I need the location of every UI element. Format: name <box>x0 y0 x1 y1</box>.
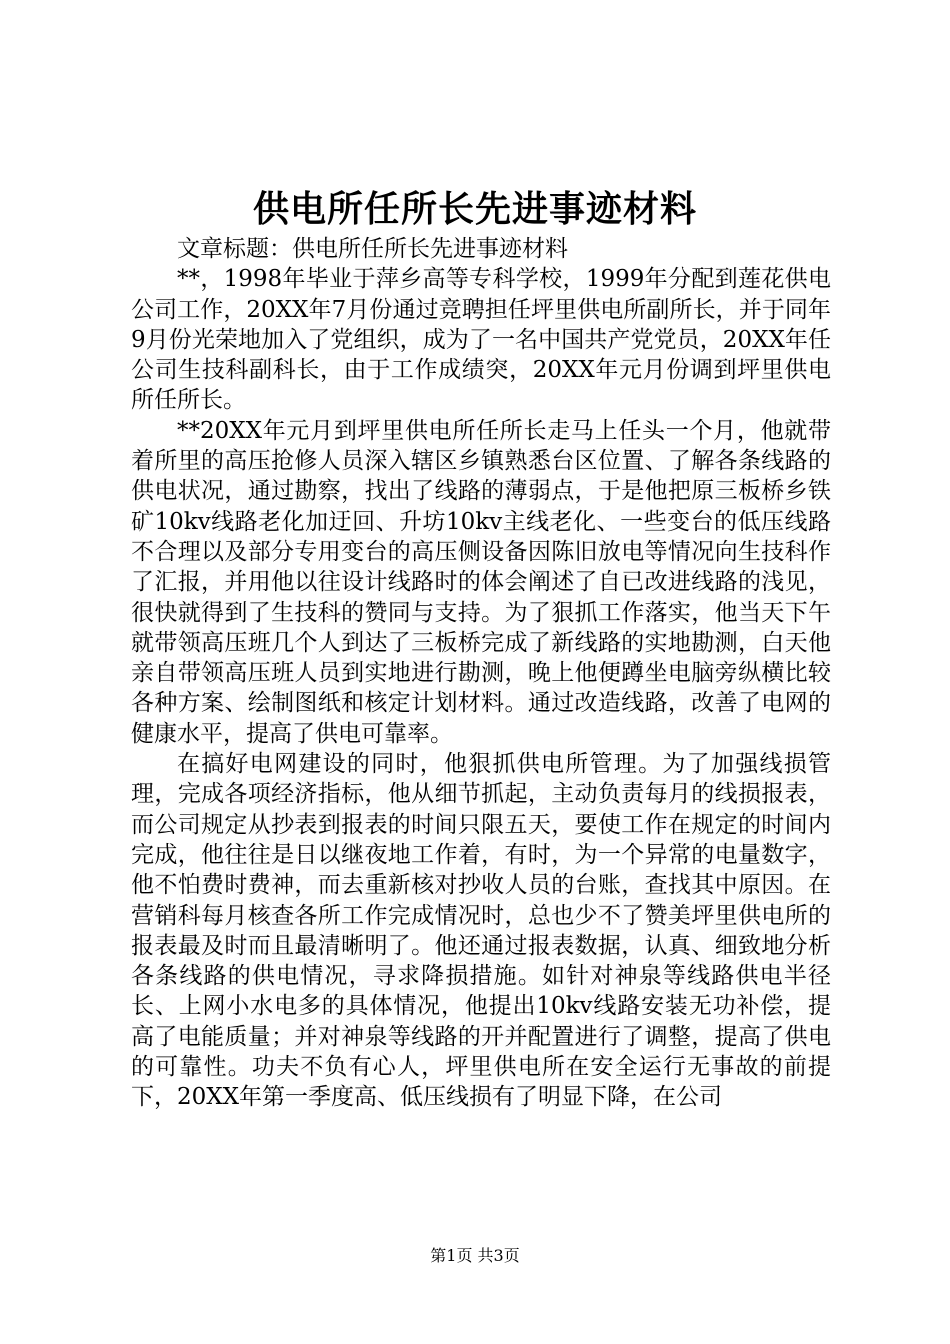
document-body <box>131 234 831 1113</box>
article-title-line: 文章标题：供电所任所长先进事迹材料 <box>177 236 568 262</box>
page-number-footer: 第1页 共3页 <box>430 1246 520 1265</box>
paragraph-3: 在搞好电网建设的同时，他狠抓供电所管理。为了加强线损管理，完成各项经济指标，他从细节抓起，主动负责每月的线损报表，而公司规定从抄表到报表的时间只限五天，要使工作在规定的时间内完成，他往往是日以继夜地工作着，有时，为一个异常的电量数字，他不怕费时费神，而去重新核对抄收人员的台账，查找其中原因。在营销科每月核查各所工作完成情况时，总也少不了赞美坪里供电所的报表最及时而且最清晰明了。他还通过报表数据，认真、细致地分析各条线路的供电情况，寻求降损措施。如针对神泉等线路供电半径长、上网小水电多的具体情况，他提出10kv线路安装无功补偿，提高了电能质量；并对神泉等线路的开并配置进行了调整，提高了供电的可靠性。功夫不负有心人，坪里供电所在安全运行无事故的前提下，20XX年第一季度高、低压线损有了明显下降，在公司 <box>131 751 831 1111</box>
document-title: 供电所任所长先进事迹材料 <box>252 188 697 230</box>
paragraph-2: **20XX年元月到坪里供电所任所长走马上任头一个月，他就带着所里的高压抢修人员深入辖区乡镇熟悉台区位置、了解各条线路的供电状况，通过勘察，找出了线路的薄弱点，于是他把原三板桥乡铁矿10kv线路老化加迂回、升坊10kv主线老化、一些变台的低压线路不合理以及部分专用变台的高压侧设备因陈旧放电等情况向生技科作了汇报，并用他以往设计线路时的体会阐述了自已改进线路的浅见，很快就得到了生技科的赞同与支持。为了狠抓工作落实，他当天下午就带领高压班几个人到达了三板桥完成了新线路的实地勘测，白天他亲自带领高压班人员到实地进行勘测，晚上他便蹲坐电脑旁纵横比较各种方案、绘制图纸和核定计划材料。通过改造线路，改善了电网的健康水平，提高了供电可靠率。 <box>131 417 831 747</box>
paragraph-1: **，1998年毕业于萍乡高等专科学校，1999年分配到莲花供电公司工作，20XX年7月份通过竞聘担任坪里供电所副所长，并于同年9月份光荣地加入了党组织，成为了一名中国共产党党员，20XX年任公司生技科副科长，由于工作成绩突，20XX年元月份调到坪里供电所任所长。 <box>131 266 831 414</box>
